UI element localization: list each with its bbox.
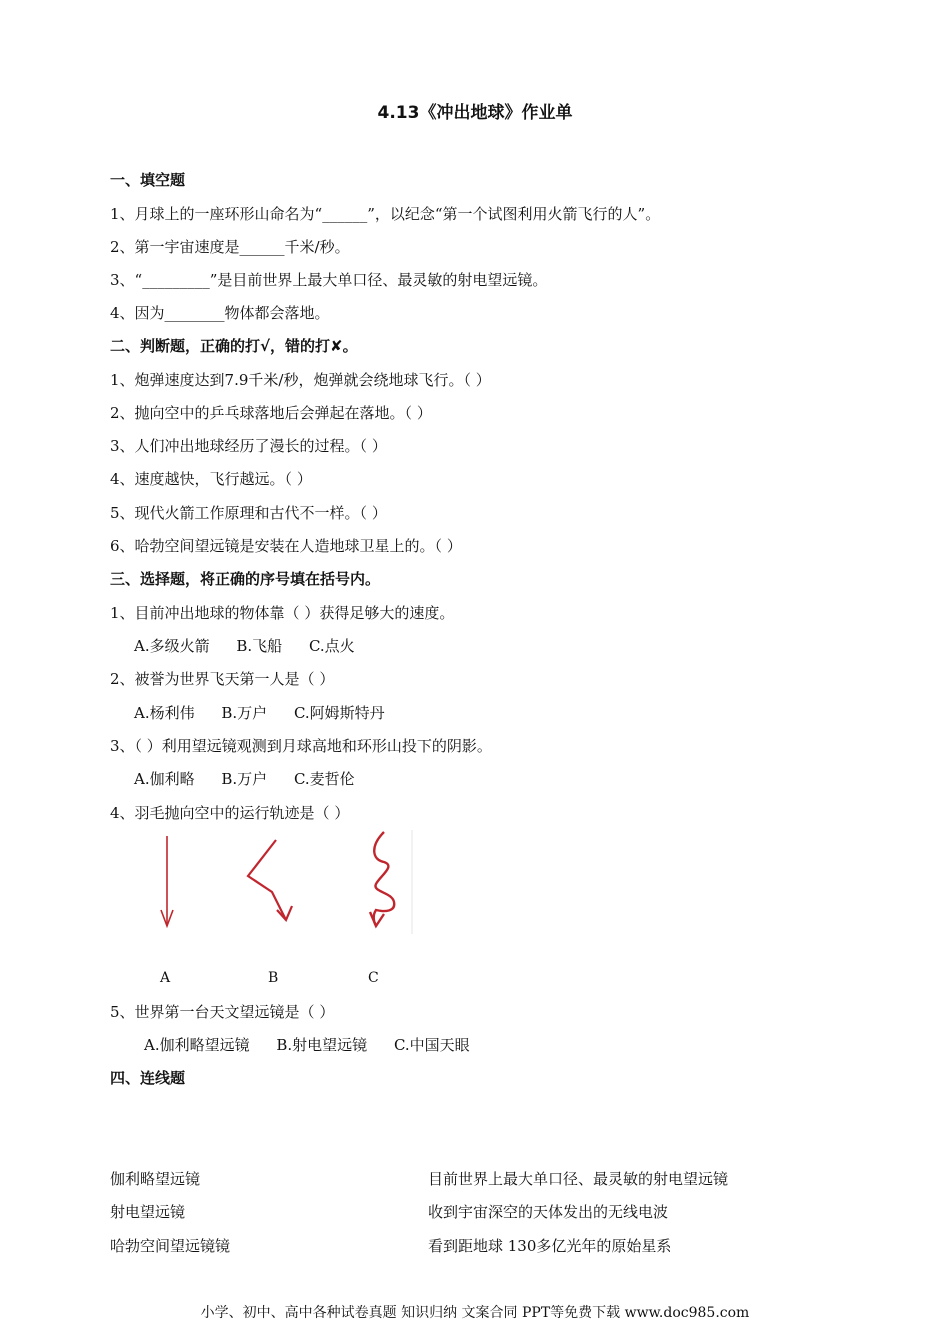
option: B.万户 (221, 704, 268, 722)
fill-blank-item-2: 2、第一宇宙速度是______千米/秒。 (110, 238, 350, 256)
option: C.麦哲伦 (293, 770, 355, 788)
fill-blank-item-4: 4、因为________物体都会落地。 (110, 304, 330, 322)
choice-options-5 (144, 1035, 492, 1055)
page-footer: 小学、初中、高中各种试卷真题 知识归纳 文案合同 PPT等免费下载 www.doc985.com (200, 1305, 750, 1321)
option: A.伽利略 (134, 770, 195, 788)
section-heading-fill-blank: 一、填空题 (110, 171, 186, 189)
option: C.阿姆斯特丹 (293, 704, 385, 722)
option: B.射电望远镜 (276, 1036, 368, 1054)
choice-options-3 (134, 769, 377, 789)
option: C.点火 (308, 637, 355, 655)
match-left-item-3: 哈勃空间望远镜镜 (110, 1237, 231, 1255)
trajectory-label-a: A (160, 970, 171, 986)
trajectory-b-arrow (248, 840, 292, 920)
fill-blank-item-3: 3、“_________”是目前世界上最大单口径、最灵敏的射电望远镜。 (110, 271, 548, 289)
choice-question-2: 2、被誉为世界飞天第一人是（ ） (110, 670, 335, 688)
match-left-item-2: 射电望远镜 (110, 1203, 186, 1221)
option: B.万户 (221, 770, 268, 788)
choice-question-5: 5、世界第一台天文望远镜是（ ） (110, 1003, 335, 1021)
match-right-item-3: 看到距地球 130多亿光年的原始星系 (428, 1237, 672, 1255)
trajectory-figures (140, 826, 440, 938)
match-left-item-1: 伽利略望远镜 (110, 1170, 201, 1188)
section-heading-true-false: 二、判断题，正确的打√，错的打✘。 (110, 337, 358, 355)
option: B.飞船 (236, 637, 283, 655)
option: C.中国天眼 (393, 1036, 470, 1054)
trajectory-a-arrow (161, 836, 173, 926)
option: A.杨利伟 (134, 704, 195, 722)
option: A.多级火箭 (134, 637, 210, 655)
choice-options-2 (134, 703, 407, 723)
true-false-item-1: 1、炮弹速度达到7.9千米/秒，炮弹就会绕地球飞行。（ ） (110, 371, 491, 389)
true-false-item-5: 5、现代火箭工作原理和古代不一样。（ ） (110, 504, 387, 522)
choice-question-3: 3、（ ）利用望远镜观测到月球高地和环形山投下的阴影。 (110, 737, 492, 755)
choice-options-1 (134, 636, 377, 656)
page-title: 4.13《冲出地球》作业单 (377, 103, 573, 123)
trajectory-label-c: C (368, 970, 379, 986)
trajectory-c-arrow (370, 830, 412, 934)
choice-question-1: 1、目前冲出地球的物体靠（ ）获得足够大的速度。 (110, 604, 455, 622)
choice-question-4: 4、羽毛抛向空中的运行轨迹是（ ） (110, 804, 350, 822)
true-false-item-4: 4、速度越快，飞行越远。（ ） (110, 470, 312, 488)
match-right-item-1: 目前世界上最大单口径、最灵敏的射电望远镜 (428, 1170, 729, 1188)
fill-blank-item-1: 1、月球上的一座环形山命名为“______”，以纪念“第一个试图利用火箭飞行的人”。 (110, 205, 661, 223)
true-false-item-3: 3、人们冲出地球经历了漫长的过程。（ ） (110, 437, 387, 455)
trajectory-label-b: B (268, 970, 279, 986)
true-false-item-6: 6、哈勃空间望远镜是安装在人造地球卫星上的。（ ） (110, 537, 462, 555)
true-false-item-2: 2、抛向空中的乒乓球落地后会弹起在落地。（ ） (110, 404, 432, 422)
section-heading-choice: 三、选择题，将正确的序号填在括号内。 (110, 570, 381, 588)
option: A.伽利略望远镜 (144, 1036, 250, 1054)
section-heading-matching: 四、连线题 (110, 1069, 186, 1087)
match-right-item-2: 收到宇宙深空的天体发出的无线电波 (428, 1203, 669, 1221)
